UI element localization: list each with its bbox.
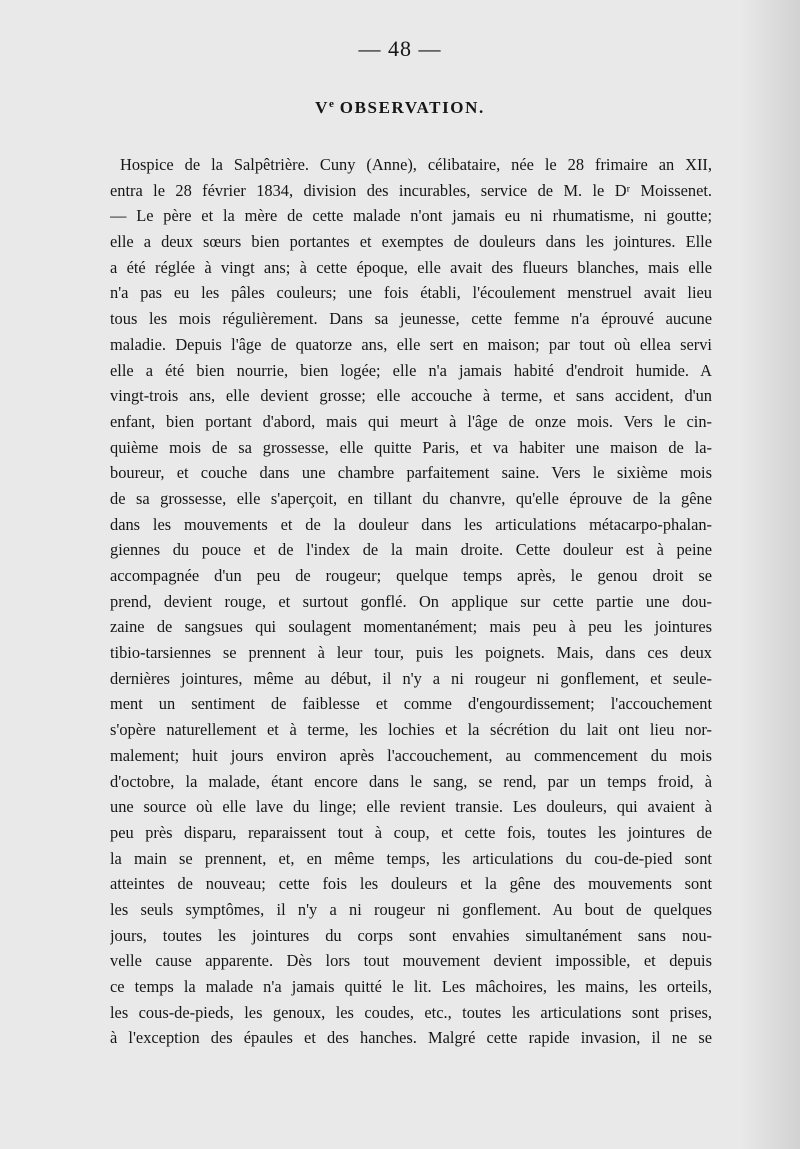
text-line: dans les mouvements et de la douleur dans les articulations métacarpo-phalan- [110,514,712,534]
text-line: Hospice de la Salpêtrière. Cuny (Anne), célibataire, née le 28 frimaire an XII, [120,155,712,174]
text-line: vingt-trois ans, elle devient grosse; elle accouche à terme, et sans accident, d'un [110,386,712,406]
text-line: accompagnée d'un peu de rougeur; quelque temps après, le genou droit se [110,566,712,585]
text-line: zaine de sangsues qui soulagent momentanément; mais peu à peu les jointures [110,617,712,637]
text-line: giennes du pouce et de l'index de la main droite. Cette douleur est à peine [110,540,712,560]
page-number: — 48 — [358,36,442,61]
text-line: à l'exception des épaules et des hanches. Malgré cette rapide invasion, il ne se [110,1028,712,1048]
text-line: tibio-tarsiennes se prennent à leur tour, puis les poignets. Mais, dans ces deux [110,643,712,663]
text-line: les cous-de-pieds, les genoux, les coudes, etc., toutes les articulations sont prises, [110,1002,712,1022]
heading-title: OBSERVATION. [339,98,485,117]
text-line: jours, toutes les jointures du corps sont envahies simultanément sans nou- [110,925,712,945]
text-line: velle cause apparente. Dès lors tout mouvement devient impossible, et depuis [110,951,712,971]
text-line: ment un sentiment de faiblesse et comme d'engourdissement; l'accouchement [110,694,712,714]
text-line: entra le 28 février 1834, division des incurables, service de M. le Dʳ Moissenet. [110,180,712,200]
text-line: elle a été bien nourrie, bien logée; elle n'a jamais habité d'endroit humide. A [110,360,712,380]
text-line: atteintes de nouveau; cette fois les douleurs et la gêne des mouvements sont [110,874,712,894]
text-line: a été réglée à vingt ans; à cette époque, elle avait des flueurs blanches, mais elle [110,257,712,277]
text-line: la main se prennent, et, en même temps, les articulations du cou-de-pied sont [110,848,712,868]
text-line: s'opère naturellement et à terme, les lochies et la sécrétion du lait ont lieu nor- [110,720,712,740]
text-line: — Le père et la mère de cette malade n'ont jamais eu ni rhumatisme, ni goutte; [110,206,712,226]
text-line: maladie. Depuis l'âge de quatorze ans, elle sert en maison; par tout où ellea servi [110,334,712,354]
text-line: ce temps la malade n'a jamais quitté le lit. Les mâchoires, les mains, les orteils, [110,977,712,996]
text-line: n'a pas eu les pâles couleurs; une fois établi, l'écoulement menstruel avait lieu [110,283,712,303]
text-line: d'octobre, la malade, étant encore dans le sang, se rend, par un temps froid, à [110,771,712,791]
text-line: de sa grossesse, elle s'aperçoit, en tillant du chanvre, qu'elle éprouve de la gêne [110,488,712,508]
text-line: tous les mois régulièrement. Dans sa jeunesse, cette femme n'a éprouvé aucune [110,309,712,329]
text-line: enfant, bien portant d'abord, mais qui meurt à l'âge de onze mois. Vers le cin- [110,411,712,431]
text-line: elle a deux sœurs bien portantes et exemptes de douleurs dans les jointures. Elle [110,232,712,252]
text-line: quième mois de sa grossesse, elle quitte Paris, et va habiter une maison de la- [110,437,712,457]
text-line: malement; huit jours environ après l'accouchement, au commencement du mois [110,745,712,765]
text-line: peu près disparu, reparaissent tout à coup, et cette fois, toutes les jointures de [110,822,712,842]
heading-superscript: e [329,98,334,110]
text-line: une source où elle lave du linge; elle revient transie. Les douleurs, qui avaient à [110,797,712,817]
observation-body [110,152,712,1051]
text-line: boureur, et couche dans une chambre parfaitement saine. Vers le sixième mois [110,463,712,483]
heading-numeral: V [315,98,330,117]
text-line: les seuls symptômes, il n'y a ni rougeur ni gonflement. Au bout de quelques [110,899,712,919]
section-heading [0,98,800,118]
text-line: dernières jointures, même au début, il n'y a ni rougeur ni gonflement, et seule- [110,668,712,688]
text-line: prend, devient rouge, et surtout gonflé. On applique sur cette partie une dou- [110,591,712,611]
page-edge-shadow [740,0,800,1149]
